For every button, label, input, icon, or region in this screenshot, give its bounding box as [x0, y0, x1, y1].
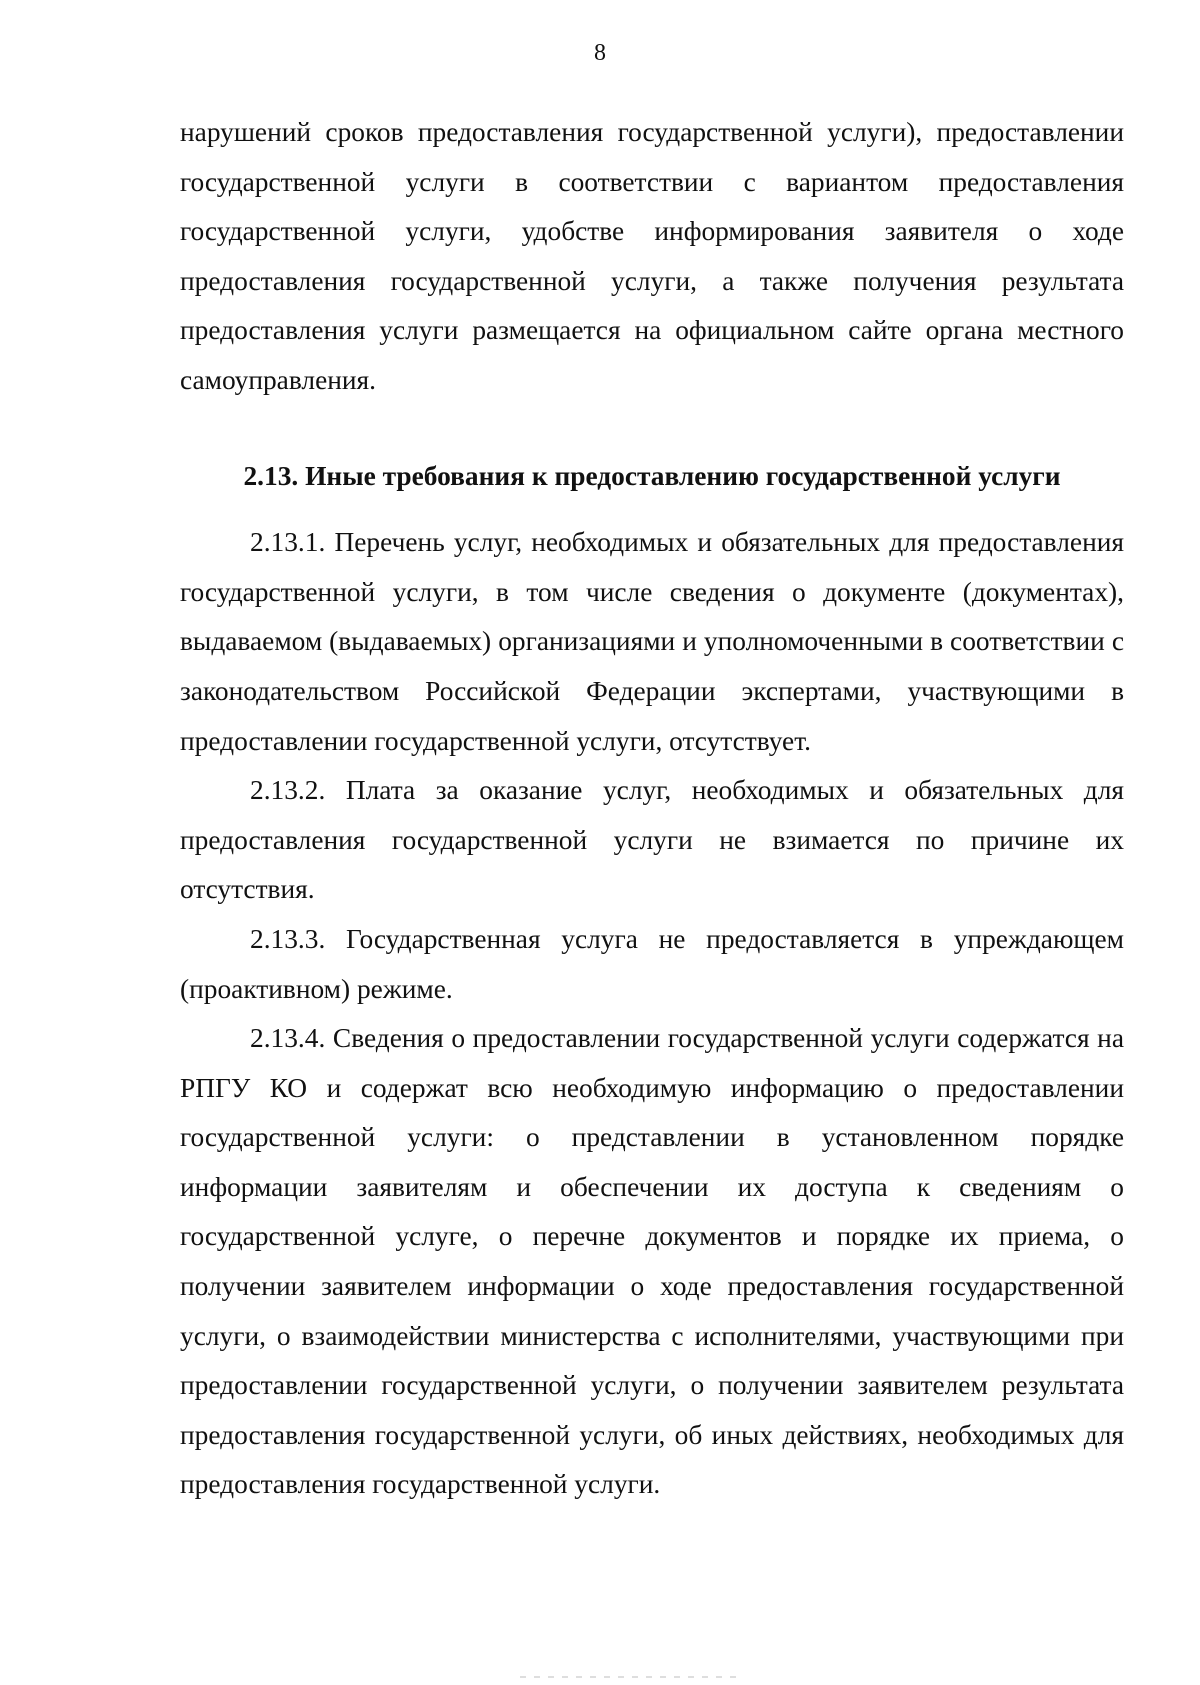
section-heading: 2.13. Иные требования к предоставлению государственной услуги [243, 460, 1061, 491]
paragraph-2-13-2: 2.13.2. Плата за оказание услуг, необходимых и обязательных для предоставления государственной услуги не взимается по причине их отсутствия. [180, 775, 1124, 905]
paragraph-2-13-1: 2.13.1. Перечень услуг, необходимых и обязательных для предоставления государственной услуги, в том числе сведения о документе (документах), выдаваемом (выдаваемых) организациями и уполномоченными в соответствии с законодательством Российской Федерации экспертами, участвующими в предоставлении государственной услуги, отсутствует. [180, 527, 1124, 756]
page-number: 8 [594, 40, 606, 66]
scan-artifact [520, 1676, 740, 1678]
paragraph-2-13-4: 2.13.4. Сведения о предоставлении государственной услуги содержатся на РПГУ КО и содержат всю необходимую информацию о предоставлении государственной услуги: о представлении в установленном порядке информации заявителям и обеспечении их доступа к сведениям о государственной услуге, о перечне документов и порядке их приема, о получении заявителем информации о ходе предоставления государственной услуги, о взаимодействии министерства с исполнителями, участвующими при предоставлении государственной услуги, о получении заявителем результата предоставления государственной услуги, об иных действиях, необходимых для предоставления государственной услуги. [180, 1023, 1124, 1500]
paragraph-2-13-3: 2.13.3. Государственная услуга не предоставляется в упреждающем (проактивном) режиме. [180, 923, 1124, 1004]
document-body [180, 108, 1124, 1510]
paragraph-intro: нарушений сроков предоставления государственной услуги), предоставлении государственной услуги в соответствии с вариантом предоставления государственной услуги, удобстве информирования заявителя о ходе предоставления государственной услуги, а также получения результата предоставления услуги размещается на официальном сайте органа местного самоуправления. [180, 117, 1124, 395]
